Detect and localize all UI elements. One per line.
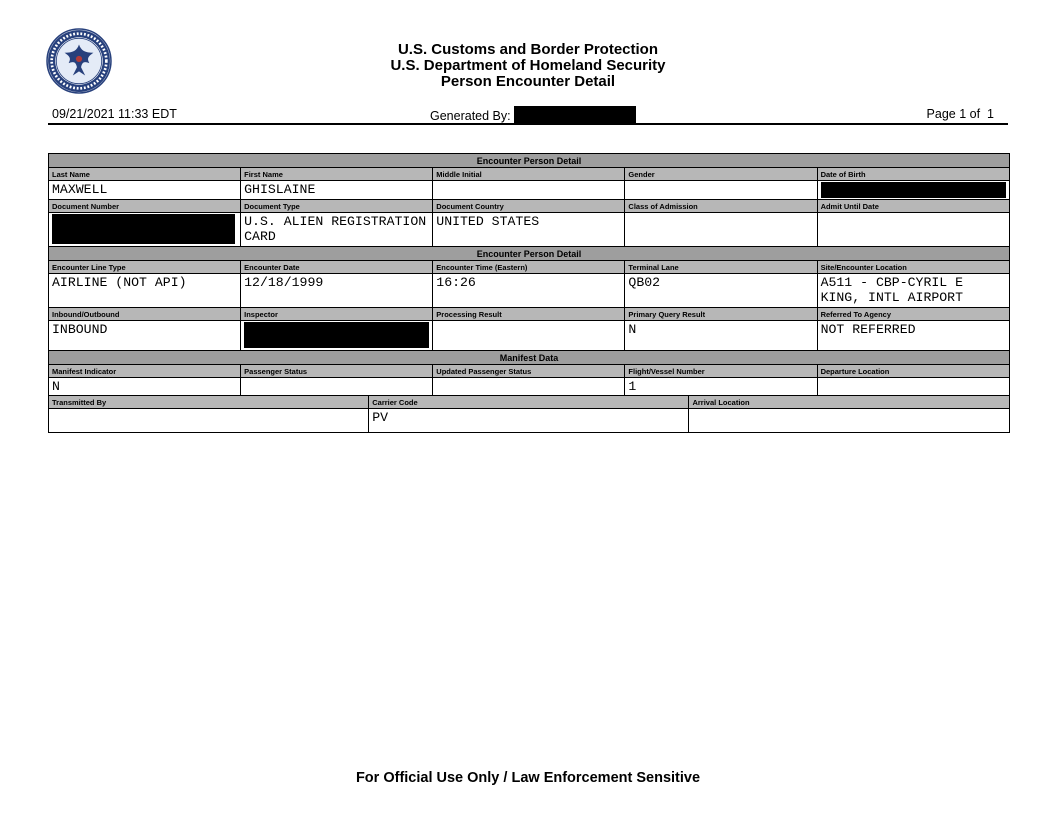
label-flight-vessel-number: Flight/Vessel Number bbox=[625, 365, 817, 378]
label-passenger-status: Passenger Status bbox=[241, 365, 433, 378]
label-primary-query-result: Primary Query Result bbox=[625, 308, 817, 321]
value-document-number-redacted bbox=[49, 213, 241, 247]
section-row bbox=[49, 247, 1010, 261]
value-encounter-line-type: AIRLINE (NOT API) bbox=[49, 274, 241, 308]
label-transmitted-by: Transmitted By bbox=[49, 396, 369, 409]
section-title-person-detail-2: Encounter Person Detail bbox=[49, 247, 1010, 261]
label-row bbox=[49, 261, 1010, 274]
data-row bbox=[49, 213, 1010, 247]
label-manifest-indicator: Manifest Indicator bbox=[49, 365, 241, 378]
value-encounter-date: 12/18/1999 bbox=[241, 274, 433, 308]
value-carrier-code: PV bbox=[369, 409, 689, 433]
data-row bbox=[49, 181, 1010, 200]
label-class-of-admission: Class of Admission bbox=[625, 200, 817, 213]
label-middle-initial: Middle Initial bbox=[433, 168, 625, 181]
label-date-of-birth: Date of Birth bbox=[817, 168, 1009, 181]
value-admit-until-date bbox=[817, 213, 1009, 247]
encounter-detail-table bbox=[48, 153, 1010, 433]
report-title: Person Encounter Detail bbox=[440, 73, 616, 90]
data-row bbox=[49, 274, 1010, 308]
generated-by-redaction-box bbox=[514, 106, 636, 123]
value-passenger-status bbox=[241, 378, 433, 396]
label-admit-until-date: Admit Until Date bbox=[817, 200, 1009, 213]
label-row bbox=[49, 308, 1010, 321]
value-terminal-lane: QB02 bbox=[625, 274, 817, 308]
value-manifest-indicator: N bbox=[49, 378, 241, 396]
data-row bbox=[49, 409, 1010, 433]
label-row bbox=[49, 200, 1010, 213]
label-arrival-location: Arrival Location bbox=[689, 396, 1010, 409]
section-row bbox=[49, 351, 1010, 365]
value-gender bbox=[625, 181, 817, 200]
agency-title-line2: U.S. Department of Homeland Security bbox=[390, 57, 666, 74]
value-departure-location bbox=[817, 378, 1009, 396]
label-inspector: Inspector bbox=[241, 308, 433, 321]
value-arrival-location bbox=[689, 409, 1010, 433]
value-date-of-birth-redacted bbox=[817, 181, 1009, 200]
label-carrier-code: Carrier Code bbox=[369, 396, 689, 409]
label-inbound-outbound: Inbound/Outbound bbox=[49, 308, 241, 321]
label-row bbox=[49, 396, 1010, 409]
section-title-person-detail-1: Encounter Person Detail bbox=[49, 154, 1010, 168]
value-inspector-redacted bbox=[241, 321, 433, 351]
footer-classification: For Official Use Only / Law Enforcement Sensitive bbox=[355, 770, 701, 786]
label-document-number: Document Number bbox=[49, 200, 241, 213]
agency-title-line1: U.S. Customs and Border Protection bbox=[397, 41, 659, 58]
value-primary-query-result: N bbox=[625, 321, 817, 351]
label-row bbox=[49, 168, 1010, 181]
label-departure-location: Departure Location bbox=[817, 365, 1009, 378]
label-referred-to-agency: Referred To Agency bbox=[817, 308, 1009, 321]
value-site-encounter-location: A511 - CBP-CYRIL E KING, INTL AIRPORT bbox=[817, 274, 1009, 308]
label-first-name: First Name bbox=[241, 168, 433, 181]
meta-row bbox=[48, 105, 1008, 125]
page-label: Page 1 of bbox=[926, 107, 981, 121]
value-processing-result bbox=[433, 321, 625, 351]
generated-date: 09/21/2021 11:33 EDT bbox=[52, 107, 177, 121]
redaction-box bbox=[52, 214, 235, 244]
redaction-box bbox=[821, 182, 1006, 198]
label-gender: Gender bbox=[625, 168, 817, 181]
label-site-encounter-location: Site/Encounter Location bbox=[817, 261, 1009, 274]
value-inbound-outbound: INBOUND bbox=[49, 321, 241, 351]
value-updated-passenger-status bbox=[433, 378, 625, 396]
data-row bbox=[49, 321, 1010, 351]
label-processing-result: Processing Result bbox=[433, 308, 625, 321]
label-last-name: Last Name bbox=[49, 168, 241, 181]
label-document-type: Document Type bbox=[241, 200, 433, 213]
report-header bbox=[0, 0, 1056, 90]
page-number: 1 bbox=[987, 107, 994, 121]
label-document-country: Document Country bbox=[433, 200, 625, 213]
value-last-name: MAXWELL bbox=[49, 181, 241, 200]
redaction-box bbox=[244, 322, 429, 348]
label-terminal-lane: Terminal Lane bbox=[625, 261, 817, 274]
value-flight-vessel-number: 1 bbox=[625, 378, 817, 396]
value-middle-initial bbox=[433, 181, 625, 200]
label-updated-passenger-status: Updated Passenger Status bbox=[433, 365, 625, 378]
section-row bbox=[49, 154, 1010, 168]
value-transmitted-by bbox=[49, 409, 369, 433]
dhs-seal-logo bbox=[46, 28, 112, 94]
value-first-name: GHISLAINE bbox=[241, 181, 433, 200]
value-referred-to-agency: NOT REFERRED bbox=[817, 321, 1009, 351]
value-document-type: U.S. ALIEN REGISTRATION CARD bbox=[241, 213, 433, 247]
value-encounter-time: 16:26 bbox=[433, 274, 625, 308]
data-row bbox=[49, 378, 1010, 396]
page-indicator bbox=[927, 107, 994, 121]
label-encounter-date: Encounter Date bbox=[241, 261, 433, 274]
dhs-seal-graphic bbox=[46, 28, 112, 94]
generated-by-group bbox=[430, 106, 636, 123]
generated-by-label: Generated By: bbox=[430, 109, 511, 123]
section-title-manifest-data: Manifest Data bbox=[49, 351, 1010, 365]
value-class-of-admission bbox=[625, 213, 817, 247]
label-encounter-time: Encounter Time (Eastern) bbox=[433, 261, 625, 274]
label-row bbox=[49, 365, 1010, 378]
label-encounter-line-type: Encounter Line Type bbox=[49, 261, 241, 274]
value-document-country: UNITED STATES bbox=[433, 213, 625, 247]
